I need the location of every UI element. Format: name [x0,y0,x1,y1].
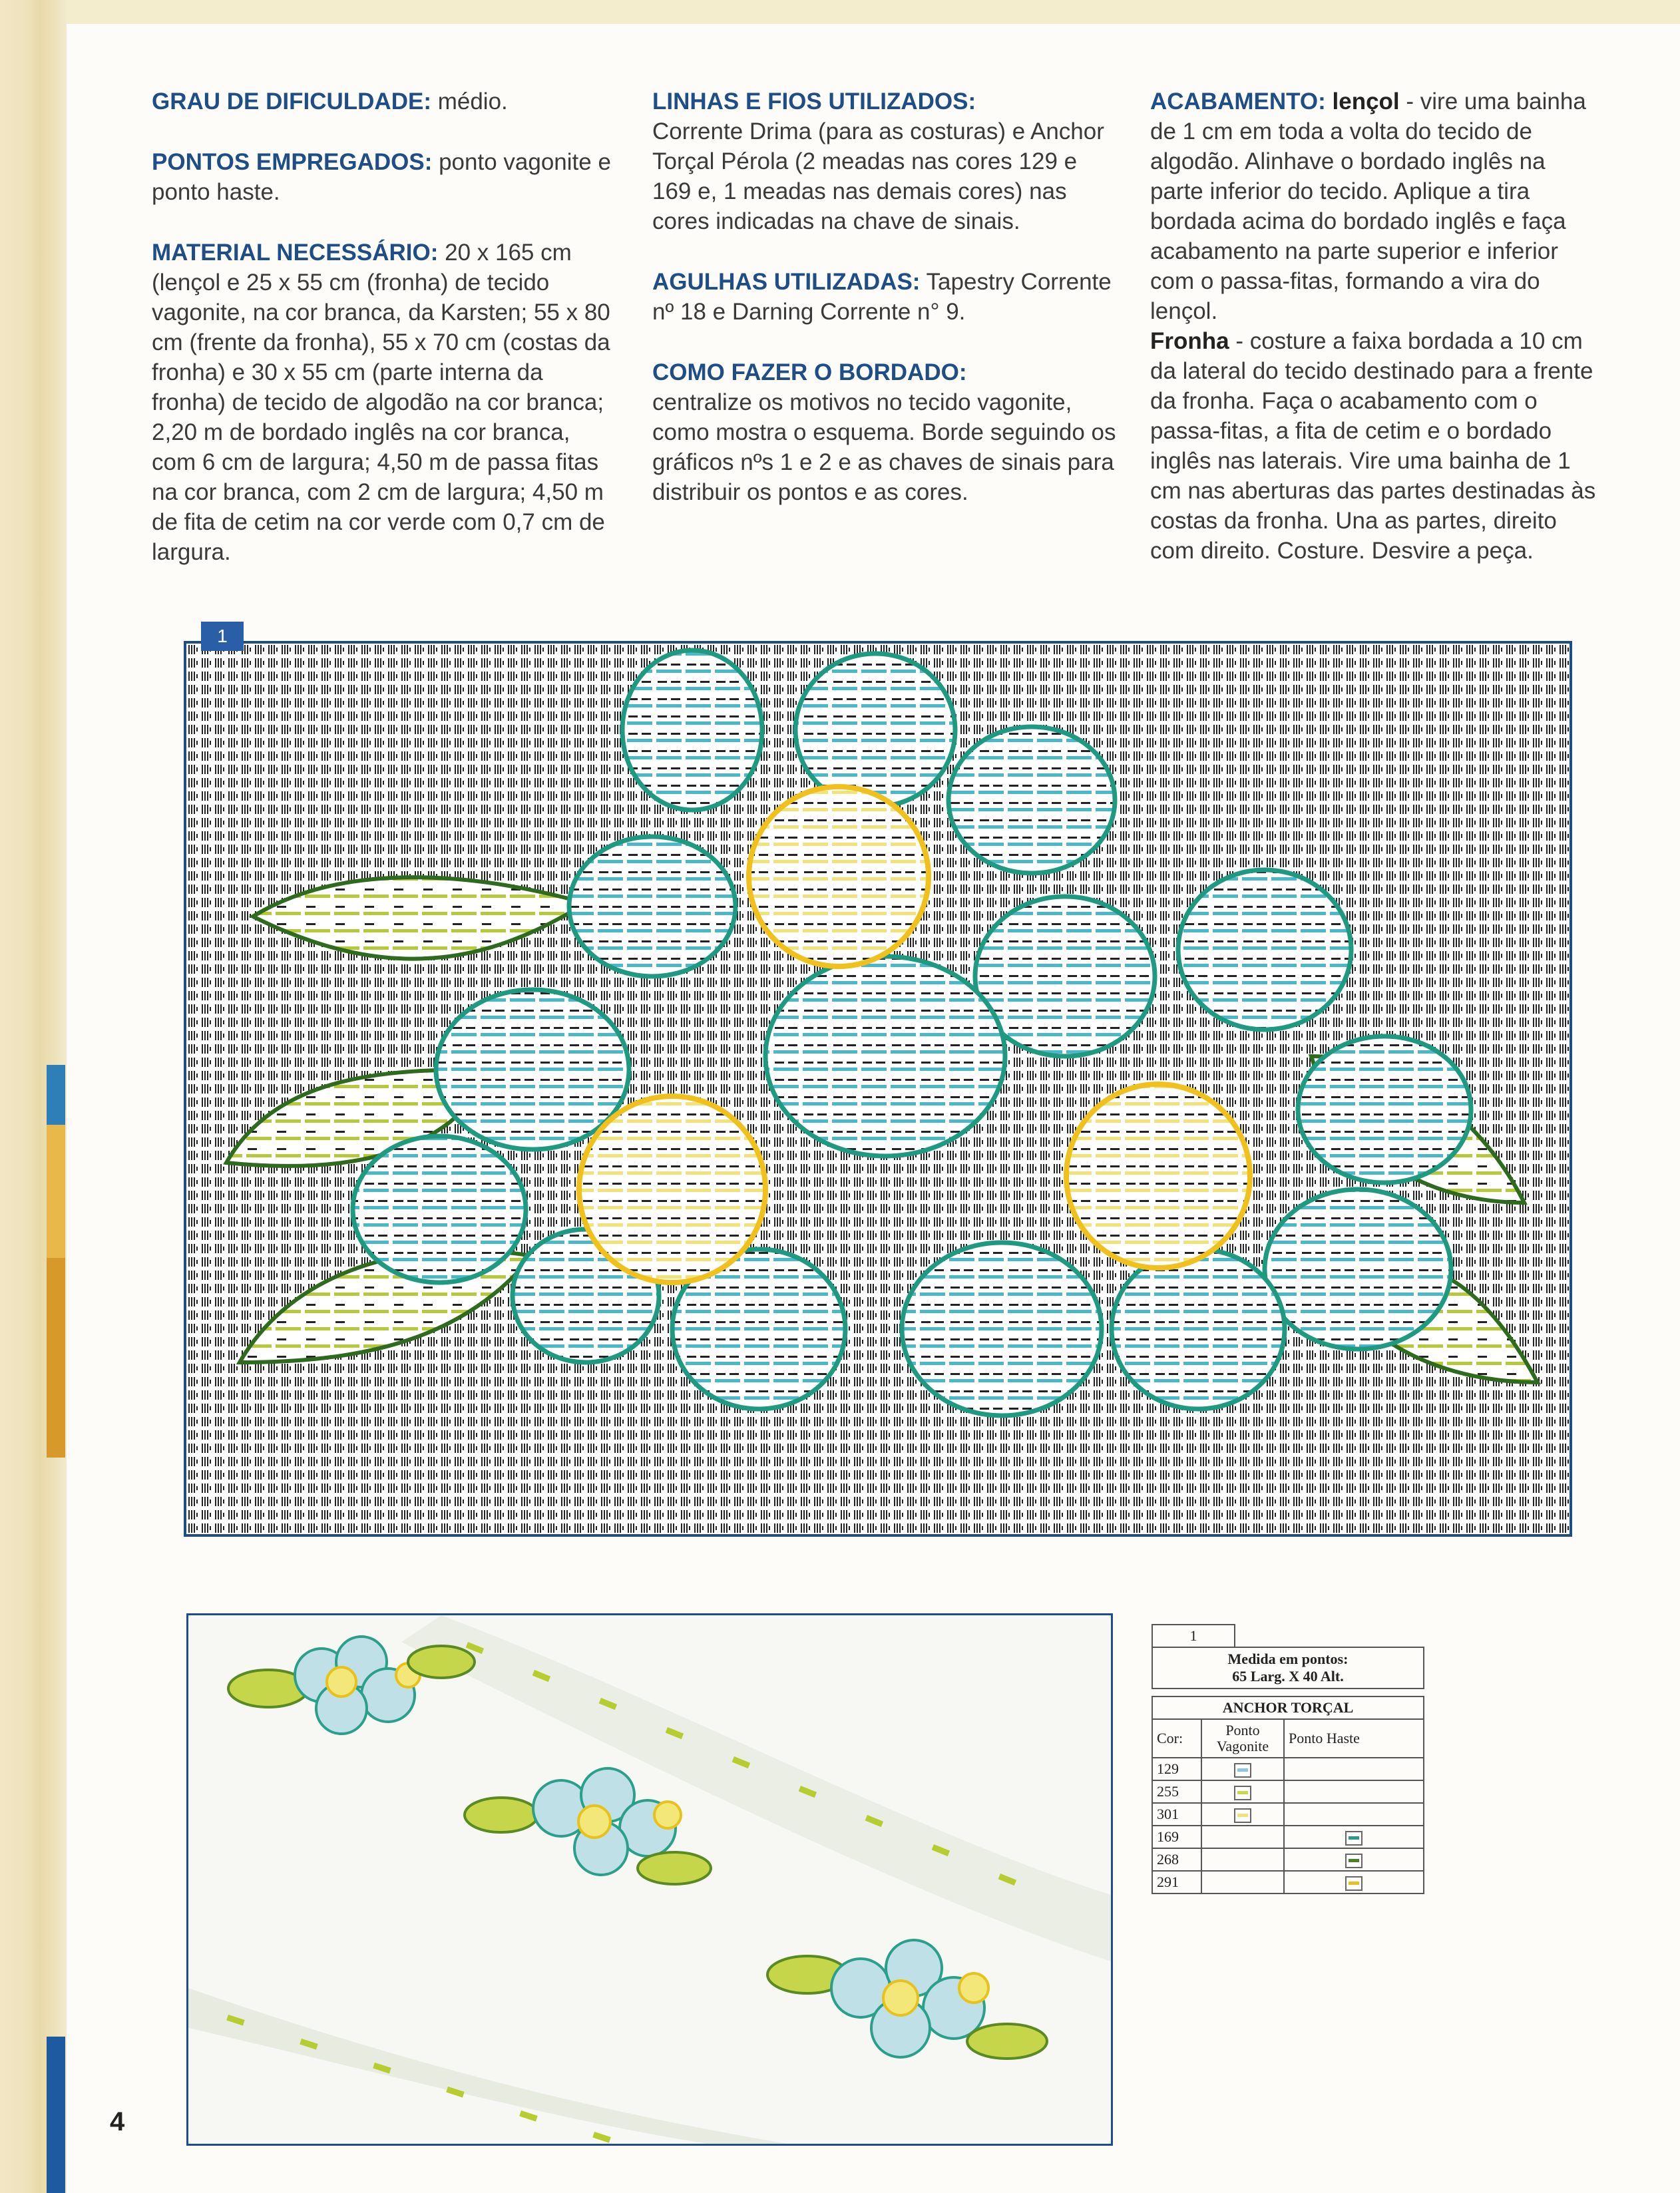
key-row-vagonite [1201,1780,1284,1803]
chart-number-badge: 1 [201,622,244,651]
stitches-text: ponto vagonite e ponto haste. [152,149,611,205]
lencol-label: lençol [1325,89,1400,114]
stitches-paragraph [152,147,618,207]
key-row [1152,1871,1424,1894]
key-row-cor: 169 [1152,1826,1201,1848]
key-col-cor: Cor: [1152,1719,1201,1758]
page-top-edge [67,0,1680,25]
key-row [1152,1826,1424,1848]
key-col-haste: Ponto Haste [1284,1719,1424,1758]
lencol-text: - vire uma bainha de 1 cm em toda a volta do tecido de algodão. Alinhave o bordado inglês na parte inferior do tecido. Aplique a tira bordada acima do bordado inglês e faça acabamento na parte superior e inferior com o passa-fitas, formando a vira do lençol. [1150,89,1586,324]
needles-heading: AGULHAS UTILIZADAS: [652,269,921,295]
embroidery-chart-graphic [186,644,1570,1534]
spine-color-strip [47,1065,65,1125]
materials-paragraph [152,238,618,567]
color-swatch [1345,1831,1363,1846]
needles-text: Tapestry Corrente nº 18 e Darning Corrente n° 9. [652,269,1112,325]
product-photo [186,1613,1113,2146]
stitch-key [1152,1624,1424,1894]
key-row-haste [1284,1780,1424,1803]
key-row-haste [1284,1848,1424,1871]
key-row-cor: 268 [1152,1848,1201,1871]
key-measure-title: Medida em pontos: [1227,1651,1349,1667]
finishing-paragraph [1150,87,1603,566]
column-2 [652,87,1118,538]
key-row [1152,1780,1424,1803]
key-row-haste [1284,1826,1424,1848]
column-1 [152,87,618,598]
color-swatch [1345,1854,1363,1868]
petal-shape [795,654,955,807]
howto-heading: COMO FAZER O BORDADO: [652,359,967,385]
color-swatch [1345,1876,1363,1891]
howto-paragraph [652,357,1118,507]
flower-center [579,1096,765,1283]
petal-shape [622,650,762,810]
petal-shape [765,956,1005,1156]
howto-text: centralize os motivos no tecido vagonite, como mostra o esquema. Borde seguindo os gráficos nºs 1 e 2 e as chaves de sinais para distribuir os pontos e as cores. [652,389,1116,505]
finishing-heading: ACABAMENTO: [1150,89,1326,114]
page-number: 4 [110,2107,125,2136]
threads-heading: LINHAS E FIOS UTILIZADOS: [652,89,976,114]
petal-shape [1178,870,1351,1030]
petal-shape [569,837,735,976]
key-row-haste [1284,1758,1424,1780]
spine-color-strip [47,1258,65,1458]
difficulty-heading: GRAU DE DIFICULDADE: [152,89,431,114]
key-row-cor: 255 [1152,1780,1201,1803]
color-swatch [1234,1763,1251,1778]
magazine-spine [0,0,67,2193]
column-3 [1150,87,1603,596]
key-row-haste [1284,1871,1424,1894]
difficulty-text: médio. [431,89,508,114]
color-swatch [1234,1786,1251,1800]
embroidery-chart [184,641,1572,1537]
petal-shape [1298,1036,1471,1183]
key-row-vagonite [1201,1803,1284,1826]
key-row-cor: 301 [1152,1803,1201,1826]
key-row [1152,1803,1424,1826]
fronha-text: - costure a faixa bordada a 10 cm da lateral do tecido destinado para a frente da fronha. Faça o acabamento com o passa-fitas, a fita de cetim e o bordado inglês nas laterais. Vire uma bainha de 1 cm nas aberturas das partes destinadas às costas da fronha. Una as partes, direito com direito. Costure. Desvire a peça. [1150,328,1596,564]
key-row-cor: 129 [1152,1758,1201,1780]
key-row-cor: 291 [1152,1871,1201,1894]
spine-color-strip [47,2037,65,2193]
threads-text: Corrente Drima (para as costuras) e Anchor Torçal Pérola (2 meadas nas cores 129 e 169 e, 1 meadas nas demais cores) nas cores indicadas na chave de sinais. [652,118,1104,234]
key-row-vagonite [1201,1826,1284,1848]
key-row-vagonite [1201,1758,1284,1780]
key-row [1152,1848,1424,1871]
pillowcase-photo-graphic [188,1615,1111,2144]
color-swatch [1234,1808,1251,1823]
materials-heading: MATERIAL NECESSÁRIO: [152,240,439,266]
key-row-haste [1284,1803,1424,1826]
fronha-label: Fronha [1150,328,1229,354]
key-row-vagonite [1201,1871,1284,1894]
petal-shape [902,1243,1102,1416]
key-col-vagonite: Ponto Vagonite [1201,1719,1284,1758]
materials-text: 20 x 165 cm (lençol e 25 x 55 cm (fronha) de tecido vagonite, na cor branca, da Karsten; 55 x 80 cm (frente da fronha), 55 x 70 cm (costas da fronha) e 30 x 55 cm (parte interna da fronha) de tecido de algodão na cor branca; 2,20 m de bordado inglês na cor branca, com 6 cm de largura; 4,50 m de passa fitas na cor branca, com 2 cm de largura; 4,50 m de fita de cetim na cor verde com 0,7 cm de largura. [152,240,610,565]
key-measure-value: 65 Larg. X 40 Alt. [1232,1668,1344,1685]
petal-shape [436,990,629,1149]
key-number: 1 [1152,1625,1235,1647]
petal-shape [1265,1189,1451,1349]
petal-shape [948,727,1115,873]
flower-center [1066,1084,1250,1268]
key-brand: ANCHOR TORÇAL [1152,1696,1424,1719]
flower-center [749,787,929,966]
difficulty-paragraph [152,87,618,116]
stitches-heading: PONTOS EMPREGADOS: [152,149,433,175]
needles-paragraph [652,267,1118,327]
key-row [1152,1758,1424,1780]
threads-paragraph [652,87,1118,236]
key-row-vagonite [1201,1848,1284,1871]
spine-color-strip [47,1125,65,1258]
petal-shape [353,1136,526,1283]
key-measure-cell [1152,1647,1424,1689]
petal-shape [1112,1249,1285,1409]
